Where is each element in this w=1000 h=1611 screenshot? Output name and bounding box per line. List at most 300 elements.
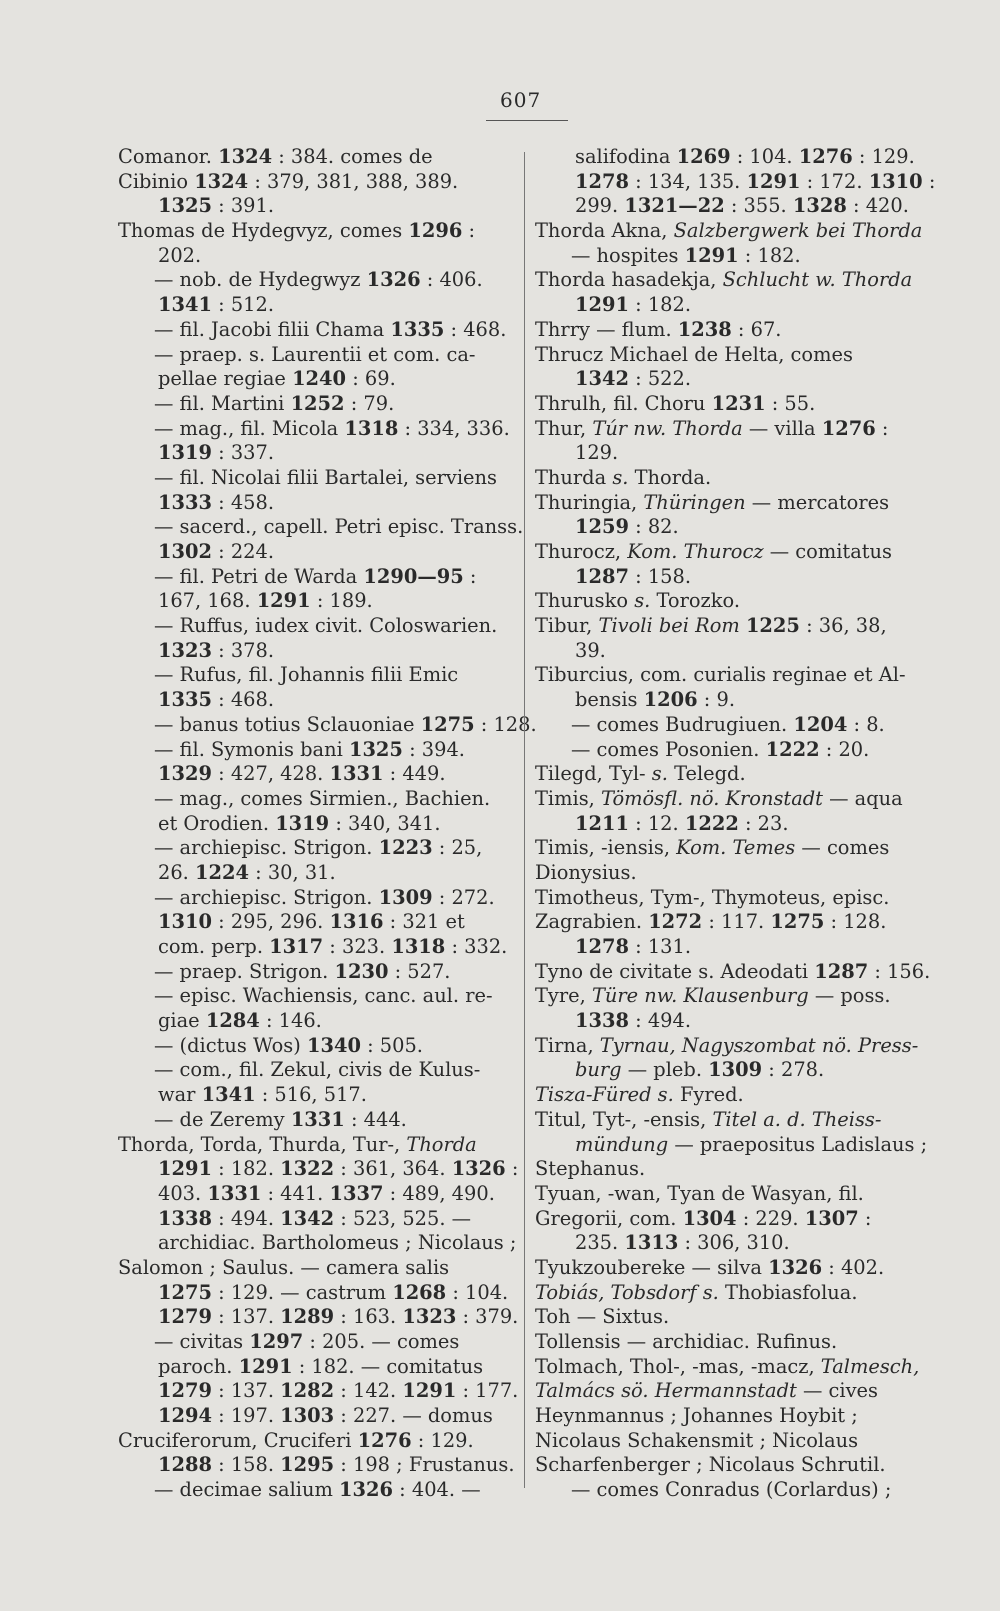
entry-text: Thurocz,: [535, 540, 628, 563]
year-number: 1342: [280, 1206, 335, 1230]
year-number: 1288: [158, 1453, 212, 1477]
entry-text: — pleb.: [621, 1058, 709, 1082]
year-number: 1294: [158, 1404, 212, 1428]
year-number: 1318: [391, 935, 446, 958]
index-line: [535, 417, 920, 442]
index-line: [535, 1034, 920, 1059]
index-line: [118, 417, 513, 442]
entry-text: : 494.: [628, 1009, 692, 1033]
index-line: [535, 812, 920, 837]
year-number: 1331: [290, 1107, 345, 1131]
year-number: 1321—22: [624, 194, 725, 218]
year-number: 1323: [158, 638, 212, 662]
entry-text: : 25,: [432, 836, 483, 860]
entry-text: war: [158, 1083, 202, 1107]
entry-text: : 182.: [211, 1157, 281, 1181]
entry-text: :: [462, 219, 476, 243]
index-line: [535, 367, 920, 392]
year-number: 1238: [677, 317, 732, 341]
year-number: 1291: [402, 1379, 457, 1403]
right-column: [535, 145, 936, 1503]
index-line: [118, 145, 513, 170]
entry-text: :: [505, 1157, 519, 1181]
index-line: [118, 1478, 513, 1503]
entry-text: : 82.: [628, 515, 679, 539]
entry-text: : 512.: [211, 293, 275, 317]
entry-text: : 420.: [846, 194, 909, 218]
entry-text: Salomon ; Saulus. — camera salis: [118, 1255, 450, 1279]
entry-text: Telegd.: [667, 762, 746, 786]
entry-text: : 158.: [211, 1453, 281, 1477]
index-line: [118, 293, 513, 318]
entry-text: : 129.: [852, 145, 915, 168]
year-number: 1287: [814, 959, 869, 983]
entry-text: 299.: [575, 194, 625, 218]
italic-gloss: Talmács sö. Hermannstadt: [535, 1379, 797, 1403]
italic-gloss: Titel a. d. Theiss-: [712, 1107, 882, 1131]
index-line: [535, 466, 920, 491]
index-line: [118, 639, 513, 664]
entry-text: : 177.: [456, 1379, 519, 1403]
year-number: 1231: [711, 391, 766, 415]
index-line: [118, 1108, 513, 1133]
index-line: [118, 441, 513, 466]
year-number: 1284: [205, 1009, 260, 1033]
index-line: [118, 1305, 519, 1330]
entry-text: : 402.: [822, 1255, 885, 1279]
entry-text: — villa: [742, 416, 822, 440]
entry-text: : 20.: [819, 737, 870, 761]
entry-text: : 384. comes de: [272, 145, 433, 168]
entry-text: Tyno de civitate s. Adeodati: [535, 959, 815, 983]
year-number: 1340: [306, 1033, 361, 1057]
index-line: [118, 1182, 513, 1207]
entry-text: Tyuan, -wan, Tyan de Wasyan, fil.: [535, 1181, 864, 1205]
column-divider: [524, 152, 525, 1488]
entry-text: : 8.: [847, 712, 885, 736]
entry-text: : 468.: [211, 688, 275, 712]
year-number: 1331: [329, 762, 384, 786]
entry-text: : 323.: [323, 935, 392, 958]
year-number: 1291: [158, 1157, 212, 1181]
entry-text: 26.: [158, 860, 196, 884]
entry-text: Torozko.: [650, 589, 741, 613]
italic-gloss: Türe nw. Klausenburg: [591, 984, 809, 1008]
entry-text: : 332.: [445, 935, 508, 958]
index-line: [118, 491, 513, 516]
index-line: [535, 663, 920, 688]
year-number: 1310: [868, 169, 923, 193]
year-number: 1268: [392, 1280, 447, 1304]
year-number: 1206: [643, 688, 698, 712]
year-number: 1275: [420, 712, 475, 736]
index-line: [118, 170, 513, 195]
entry-text: — fil. Symonis bani: [154, 737, 349, 761]
entry-text: : 9.: [697, 688, 735, 712]
entry-text: : 12.: [628, 811, 685, 835]
entry-text: : 379, 381, 388, 389.: [248, 169, 459, 193]
index-line: [535, 1355, 920, 1380]
index-line: [535, 515, 920, 540]
entry-text: : 23.: [738, 811, 789, 835]
entry-text: — sacerd., capell. Petri episc. Transs.: [154, 515, 524, 539]
year-number: 1211: [575, 811, 629, 835]
year-number: 1252: [290, 391, 345, 415]
year-number: 1341: [158, 293, 212, 317]
index-line: [535, 392, 920, 417]
entry-text: — cives: [796, 1379, 878, 1403]
index-line: [535, 540, 920, 565]
index-line: [118, 614, 513, 639]
year-number: 1338: [575, 1009, 629, 1033]
entry-text: : 117.: [702, 910, 771, 934]
index-line: [118, 738, 513, 763]
entry-text: — poss.: [808, 984, 891, 1008]
index-line: [535, 1231, 920, 1256]
entry-text: 403.: [158, 1181, 208, 1205]
year-number: 1338: [158, 1206, 212, 1230]
year-number: 1307: [804, 1206, 859, 1230]
entry-text: Tyukzoubereke — silva: [535, 1255, 769, 1279]
index-line: [535, 1379, 920, 1404]
entry-text: — Rufus, fil. Johannis filii Emic: [154, 663, 459, 687]
index-line: [118, 1133, 513, 1158]
year-number: 1278: [575, 935, 629, 958]
entry-text: Dionysius.: [535, 860, 637, 884]
entry-text: Zagrabien.: [535, 910, 649, 934]
index-line: [118, 1355, 513, 1380]
entry-text: : 449.: [383, 762, 446, 786]
year-number: 1325: [158, 194, 212, 218]
index-line: [535, 491, 920, 516]
entry-text: 202.: [158, 243, 202, 267]
entry-text: Tiburcius, com. curialis reginae et Al-: [535, 663, 906, 687]
entry-text: — com., fil. Zekul, civis de Kulus-: [154, 1058, 481, 1082]
entry-text: : 361, 364.: [334, 1157, 452, 1181]
italic-gloss: Thorda: [406, 1132, 477, 1156]
entry-text: — praepositus Ladislaus ;: [668, 1132, 928, 1156]
entry-text: : 67.: [731, 317, 782, 341]
index-line: [535, 762, 920, 787]
index-line: [118, 1281, 513, 1306]
index-line: [118, 1379, 519, 1404]
entry-text: 235.: [575, 1231, 625, 1255]
entry-text: : 272.: [432, 885, 495, 909]
entry-text: : 334, 336.: [398, 416, 510, 440]
year-number: 1316: [329, 910, 384, 934]
entry-text: : 523, 525. —: [334, 1206, 472, 1230]
index-line: [118, 540, 513, 565]
entry-text: : 182.: [628, 293, 692, 317]
index-line: [118, 1453, 513, 1478]
index-line: [535, 1108, 920, 1133]
entry-text: — praep. s. Laurentii et com. ca-: [154, 342, 476, 366]
index-line: [535, 194, 920, 219]
year-number: 1322: [280, 1157, 335, 1181]
year-number: 1303: [280, 1404, 335, 1428]
entry-text: Tirna,: [535, 1033, 600, 1057]
entry-text: : 394.: [402, 737, 465, 761]
year-number: 1222: [765, 737, 820, 761]
year-number: 1222: [684, 811, 739, 835]
entry-text: : 355.: [724, 194, 793, 218]
left-column: [118, 145, 537, 1503]
entry-text: bensis: [575, 688, 644, 712]
index-line: [535, 1256, 920, 1281]
index-line: [535, 861, 920, 886]
index-line: [535, 787, 920, 812]
entry-text: : 55.: [765, 391, 816, 415]
italic-gloss: s.: [634, 589, 651, 613]
year-number: 1269: [676, 145, 731, 168]
entry-text: : 516, 517.: [255, 1083, 367, 1107]
entry-text: : 142.: [334, 1379, 403, 1403]
italic-gloss: burg: [575, 1058, 622, 1082]
entry-text: Tilegd, Tyl-: [535, 762, 652, 786]
year-number: 1326: [366, 268, 421, 292]
entry-text: : 378.: [211, 638, 275, 662]
entry-text: 167, 168.: [158, 589, 257, 613]
index-line: [535, 219, 923, 244]
entry-text: 129.: [575, 441, 619, 465]
entry-text: : 522.: [628, 367, 692, 391]
entry-text: : 79.: [344, 391, 395, 415]
entry-text: Timis, -iensis,: [535, 836, 677, 860]
entry-text: : 527.: [388, 959, 451, 983]
year-number: 1291: [238, 1354, 293, 1378]
entry-text: : 137.: [211, 1379, 281, 1403]
index-line: [118, 1207, 513, 1232]
index-line: [118, 960, 513, 985]
entry-text: et Orodien.: [158, 811, 276, 835]
entry-text: Tyre,: [535, 984, 592, 1008]
entry-text: Scharfenberger ; Nicolaus Schrutil.: [535, 1453, 886, 1477]
year-number: 1326: [339, 1478, 394, 1502]
index-line: [535, 614, 920, 639]
year-number: 1302: [158, 540, 212, 563]
index-line: [535, 1453, 920, 1478]
entry-text: : 156.: [868, 959, 931, 983]
index-line: [535, 318, 920, 343]
index-line: [118, 1009, 513, 1034]
entry-text: — (dictus Wos): [154, 1033, 307, 1057]
year-number: 1317: [269, 935, 324, 958]
index-line: [118, 1058, 513, 1083]
entry-text: : 340, 341.: [329, 811, 441, 835]
entry-text: Fyred.: [673, 1083, 744, 1107]
year-number: 1279: [158, 1379, 212, 1403]
index-line: [535, 1281, 920, 1306]
index-line: [118, 1330, 513, 1355]
entry-text: : 197.: [211, 1404, 281, 1428]
index-line: [118, 1231, 517, 1256]
index-line: [118, 1083, 513, 1108]
entry-text: Thurda: [535, 465, 613, 489]
year-number: 1325: [348, 737, 403, 761]
index-line: [118, 1404, 513, 1429]
entry-text: — Ruffus, iudex civit. Coloswarien.: [154, 614, 498, 638]
italic-gloss: Túr nw. Thorda: [592, 416, 743, 440]
entry-text: : 337.: [211, 441, 275, 465]
year-number: 1318: [344, 416, 399, 440]
entry-text: — fil. Martini: [154, 391, 291, 415]
italic-gloss: Kom. Temes: [676, 836, 796, 860]
entry-text: : 489, 490.: [383, 1181, 495, 1205]
entry-text: giae: [158, 1009, 206, 1033]
entry-text: : 129.: [411, 1428, 474, 1452]
year-number: 1335: [390, 317, 445, 341]
index-line: [535, 589, 920, 614]
year-number: 1291: [684, 243, 739, 267]
index-line: [118, 343, 513, 368]
entry-text: :: [463, 564, 477, 588]
index-line: [118, 466, 513, 491]
header-rule: [486, 120, 568, 121]
year-number: 1304: [682, 1206, 737, 1230]
entry-text: — archiepisc. Strigon.: [154, 885, 379, 909]
italic-gloss: Tömösfl. nö. Kronstadt: [601, 786, 823, 810]
index-line: [535, 1330, 920, 1355]
entry-text: — episc. Wachiensis, canc. aul. re-: [154, 984, 493, 1008]
index-line: [118, 836, 513, 861]
index-line: [535, 1404, 920, 1429]
entry-text: : 444.: [344, 1107, 407, 1131]
entry-text: — comes Budrugiuen.: [571, 712, 794, 736]
index-line: [535, 1478, 920, 1503]
entry-text: : 404. —: [393, 1478, 481, 1502]
italic-gloss: Tobiás, Tobsdorf s.: [535, 1280, 719, 1304]
year-number: 1223: [378, 836, 433, 860]
year-number: 1287: [575, 564, 629, 588]
year-number: 1278: [575, 169, 629, 193]
index-line: [535, 441, 920, 466]
index-line: [118, 515, 524, 540]
index-line: [535, 886, 920, 911]
entry-text: Comanor.: [118, 145, 219, 168]
year-number: 1342: [575, 367, 629, 391]
entry-text: Nicolaus Schakensmit ; Nicolaus: [535, 1428, 859, 1452]
index-line: [118, 1034, 513, 1059]
entry-text: Titul, Tyt-, -ensis,: [535, 1107, 713, 1131]
year-number: 1335: [158, 688, 212, 712]
italic-gloss: Tivoli bei Rom: [598, 614, 740, 638]
entry-text: : 172.: [800, 169, 869, 193]
entry-text: Thrucz Michael de Helta, comes: [535, 342, 853, 366]
entry-text: — nob. de Hydegwyz: [154, 268, 367, 292]
entry-text: — aqua: [822, 786, 903, 810]
italic-gloss: Talmesch,: [820, 1354, 920, 1378]
entry-text: : 104.: [446, 1280, 509, 1304]
entry-text: : 158.: [628, 564, 692, 588]
entry-text: Thorda.: [628, 465, 712, 489]
entry-text: Gregorii, com.: [535, 1206, 683, 1230]
entry-text: : 182. — comitatus: [292, 1354, 484, 1378]
entry-text: Thorda Akna,: [535, 219, 674, 243]
index-line: [535, 169, 936, 195]
entry-text: : 128.: [474, 712, 537, 736]
index-line: [535, 984, 920, 1009]
entry-text: — fil. Petri de Warda: [154, 564, 364, 588]
index-line: [535, 639, 920, 664]
index-line: [535, 1182, 920, 1207]
year-number: 1296: [408, 219, 463, 243]
entry-text: — praep. Strigon.: [154, 959, 335, 983]
index-line: [118, 762, 513, 787]
index-line: [118, 1256, 513, 1281]
index-line: [535, 244, 920, 269]
index-line: [535, 1083, 920, 1108]
entry-text: Tolmach, Thol-, -mas, -macz,: [535, 1354, 821, 1378]
index-line: [535, 959, 931, 985]
entry-text: : 189.: [310, 589, 373, 613]
year-number: 1240: [292, 367, 347, 391]
italic-gloss: Salzbergwerk bei Thorda: [673, 219, 923, 243]
year-number: 1329: [158, 762, 212, 786]
entry-text: : 379.: [456, 1305, 519, 1329]
year-number: 1276: [357, 1428, 412, 1452]
italic-gloss: mündung: [575, 1132, 669, 1156]
entry-text: Stephanus.: [535, 1157, 646, 1181]
entry-text: : 131.: [628, 935, 692, 958]
entry-text: Timotheus, Tym-, Thymoteus, episc.: [535, 885, 890, 909]
index-line: [535, 343, 920, 368]
index-line: [535, 935, 920, 960]
entry-text: — comitatus: [763, 540, 892, 563]
index-line: [535, 1157, 920, 1182]
index-line: [535, 910, 920, 935]
index-line: [118, 886, 513, 911]
entry-text: : 406.: [420, 268, 483, 292]
italic-gloss: Schlucht w. Thorda: [722, 268, 913, 292]
year-number: 1337: [329, 1181, 384, 1205]
index-line: [118, 663, 513, 688]
entry-text: : 205. — comes: [303, 1330, 460, 1353]
year-number: 1224: [195, 860, 249, 884]
index-line: [118, 910, 513, 935]
entry-text: Thomas de Hydegvyz, comes: [118, 219, 409, 243]
entry-text: : 30, 31.: [248, 860, 336, 884]
year-number: 1282: [280, 1379, 335, 1403]
index-line: [535, 145, 920, 170]
entry-text: salifodina: [575, 145, 677, 168]
index-line: [118, 688, 513, 713]
entry-text: com. perp.: [158, 935, 270, 958]
entry-text: — mag., fil. Micola: [154, 416, 345, 440]
italic-gloss: Kom. Thurocz: [627, 540, 764, 563]
year-number: 1324: [194, 169, 249, 193]
index-line: [118, 589, 513, 614]
entry-text: : 69.: [346, 367, 396, 391]
year-number: 1276: [798, 145, 853, 168]
entry-text: — civitas: [154, 1330, 250, 1353]
entry-text: — comes Posonien.: [571, 737, 766, 761]
index-line: [118, 812, 513, 837]
index-line: [118, 367, 513, 392]
entry-text: : 224.: [211, 540, 275, 563]
index-line: [118, 392, 513, 417]
entry-text: — banus totius Sclauoniae: [154, 712, 421, 736]
entry-text: — mercatores: [745, 490, 890, 514]
entry-text: : 227. — domus: [334, 1404, 493, 1428]
year-number: 1204: [793, 712, 848, 736]
entry-text: paroch.: [158, 1354, 239, 1378]
entry-text: — fil. Nicolai filii Bartalei, serviens: [154, 465, 497, 489]
index-line: [118, 935, 513, 960]
year-number: 1289: [280, 1305, 335, 1329]
entry-text: : 391.: [211, 194, 275, 218]
year-number: 1275: [770, 910, 825, 934]
year-number: 1290—95: [363, 564, 464, 588]
